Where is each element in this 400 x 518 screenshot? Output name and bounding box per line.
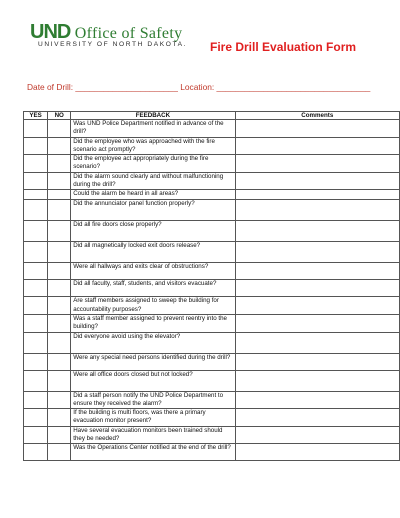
feedback-question: Were any special need persons identified during the drill? bbox=[71, 353, 235, 370]
no-cell[interactable] bbox=[48, 353, 71, 370]
feedback-question: If the building is multi floors, was there a primary evacuation monitor present? bbox=[71, 409, 235, 427]
table-row bbox=[24, 409, 400, 427]
evaluation-table bbox=[23, 111, 400, 461]
feedback-question: Did the employee who was approached with the fire scenario act promptly? bbox=[71, 137, 235, 155]
comments-cell[interactable] bbox=[235, 263, 399, 280]
location-label: Location: bbox=[180, 82, 215, 92]
table-row bbox=[24, 353, 400, 370]
yes-cell[interactable] bbox=[24, 155, 48, 173]
yes-cell[interactable] bbox=[24, 444, 48, 461]
no-cell[interactable] bbox=[48, 263, 71, 280]
yes-cell[interactable] bbox=[24, 297, 48, 315]
feedback-question: Could the alarm be heard in all areas? bbox=[71, 190, 235, 200]
no-cell[interactable] bbox=[48, 200, 71, 221]
no-cell[interactable] bbox=[48, 137, 71, 155]
header-comments: Comments bbox=[235, 112, 399, 120]
feedback-question: Are staff members assigned to sweep the building for accountability purposes? bbox=[71, 297, 235, 315]
yes-cell[interactable] bbox=[24, 409, 48, 427]
no-cell[interactable] bbox=[48, 370, 71, 391]
feedback-question: Was a staff member assigned to prevent reentry into the building? bbox=[71, 314, 235, 332]
table-row bbox=[24, 221, 400, 242]
no-cell[interactable] bbox=[48, 280, 71, 297]
no-cell[interactable] bbox=[48, 120, 71, 138]
comments-cell[interactable] bbox=[235, 409, 399, 427]
feedback-question: Did a staff person notify the UND Police Department to ensure they received the alarm? bbox=[71, 391, 235, 409]
yes-cell[interactable] bbox=[24, 370, 48, 391]
logo-und: UND bbox=[30, 21, 71, 43]
comments-cell[interactable] bbox=[235, 332, 399, 353]
table-row bbox=[24, 137, 400, 155]
feedback-question: Was UND Police Department notified in advance of the drill? bbox=[71, 120, 235, 138]
header-no: NO bbox=[48, 112, 71, 120]
table-row bbox=[24, 242, 400, 263]
feedback-question: Did the alarm sound clearly and without malfunctioning during the drill? bbox=[71, 172, 235, 190]
header-yes: YES bbox=[24, 112, 48, 120]
yes-cell[interactable] bbox=[24, 172, 48, 190]
no-cell[interactable] bbox=[48, 409, 71, 427]
date-label: Date of Drill: bbox=[27, 82, 74, 92]
no-cell[interactable] bbox=[48, 172, 71, 190]
table-row bbox=[24, 332, 400, 353]
no-cell[interactable] bbox=[48, 221, 71, 242]
comments-cell[interactable] bbox=[235, 314, 399, 332]
yes-cell[interactable] bbox=[24, 200, 48, 221]
yes-cell[interactable] bbox=[24, 353, 48, 370]
comments-cell[interactable] bbox=[235, 172, 399, 190]
yes-cell[interactable] bbox=[24, 280, 48, 297]
no-cell[interactable] bbox=[48, 444, 71, 461]
comments-cell[interactable] bbox=[235, 370, 399, 391]
table-row bbox=[24, 120, 400, 138]
comments-cell[interactable] bbox=[235, 242, 399, 263]
no-cell[interactable] bbox=[48, 242, 71, 263]
comments-cell[interactable] bbox=[235, 297, 399, 315]
date-field[interactable]: ______________________ bbox=[75, 82, 178, 92]
table-row bbox=[24, 200, 400, 221]
comments-cell[interactable] bbox=[235, 444, 399, 461]
comments-cell[interactable] bbox=[235, 353, 399, 370]
yes-cell[interactable] bbox=[24, 314, 48, 332]
yes-cell[interactable] bbox=[24, 137, 48, 155]
comments-cell[interactable] bbox=[235, 120, 399, 138]
feedback-question: Have several evacuation monitors been trained should they be needed? bbox=[71, 426, 235, 444]
location-field[interactable]: _________________________________ bbox=[216, 82, 371, 92]
no-cell[interactable] bbox=[48, 190, 71, 200]
feedback-question: Did all fire doors close properly? bbox=[71, 221, 235, 242]
yes-cell[interactable] bbox=[24, 120, 48, 138]
table-row bbox=[24, 391, 400, 409]
yes-cell[interactable] bbox=[24, 391, 48, 409]
table-row bbox=[24, 297, 400, 315]
no-cell[interactable] bbox=[48, 391, 71, 409]
yes-cell[interactable] bbox=[24, 190, 48, 200]
table-row bbox=[24, 444, 400, 461]
feedback-question: Did everyone avoid using the elevator? bbox=[71, 332, 235, 353]
comments-cell[interactable] bbox=[235, 137, 399, 155]
table-row bbox=[24, 370, 400, 391]
comments-cell[interactable] bbox=[235, 200, 399, 221]
feedback-question: Did all faculty, staff, students, and visitors evacuate? bbox=[71, 280, 235, 297]
logo-office-of-safety: Office of Safety bbox=[74, 25, 183, 42]
table-row bbox=[24, 280, 400, 297]
table-row bbox=[24, 314, 400, 332]
comments-cell[interactable] bbox=[235, 280, 399, 297]
feedback-question: Were all office doors closed but not locked? bbox=[71, 370, 235, 391]
table-header-row bbox=[24, 112, 400, 120]
table-row bbox=[24, 426, 400, 444]
feedback-question: Were all hallways and exits clear of obstructions? bbox=[71, 263, 235, 280]
yes-cell[interactable] bbox=[24, 221, 48, 242]
no-cell[interactable] bbox=[48, 314, 71, 332]
table-row bbox=[24, 263, 400, 280]
logo-university-name: UNIVERSITY OF NORTH DAKOTA. bbox=[38, 41, 188, 48]
comments-cell[interactable] bbox=[235, 426, 399, 444]
feedback-question: Was the Operations Center notified at the end of the drill? bbox=[71, 444, 235, 461]
comments-cell[interactable] bbox=[235, 155, 399, 173]
table-row bbox=[24, 172, 400, 190]
no-cell[interactable] bbox=[48, 297, 71, 315]
table-row bbox=[24, 155, 400, 173]
form-title: Fire Drill Evaluation Form bbox=[210, 40, 357, 54]
feedback-question: Did all magnetically locked exit doors release? bbox=[71, 242, 235, 263]
no-cell[interactable] bbox=[48, 332, 71, 353]
yes-cell[interactable] bbox=[24, 263, 48, 280]
header-feedback: FEEDBACK bbox=[71, 112, 235, 120]
feedback-question: Did the annunciator panel function properly? bbox=[71, 200, 235, 221]
no-cell[interactable] bbox=[48, 426, 71, 444]
table-row bbox=[24, 190, 400, 200]
yes-cell[interactable] bbox=[24, 242, 48, 263]
drill-info-line bbox=[27, 82, 370, 92]
no-cell[interactable] bbox=[48, 155, 71, 173]
yes-cell[interactable] bbox=[24, 332, 48, 353]
comments-cell[interactable] bbox=[235, 190, 399, 200]
yes-cell[interactable] bbox=[24, 426, 48, 444]
comments-cell[interactable] bbox=[235, 391, 399, 409]
comments-cell[interactable] bbox=[235, 221, 399, 242]
feedback-question: Did the employee act appropriately during the fire scenario? bbox=[71, 155, 235, 173]
